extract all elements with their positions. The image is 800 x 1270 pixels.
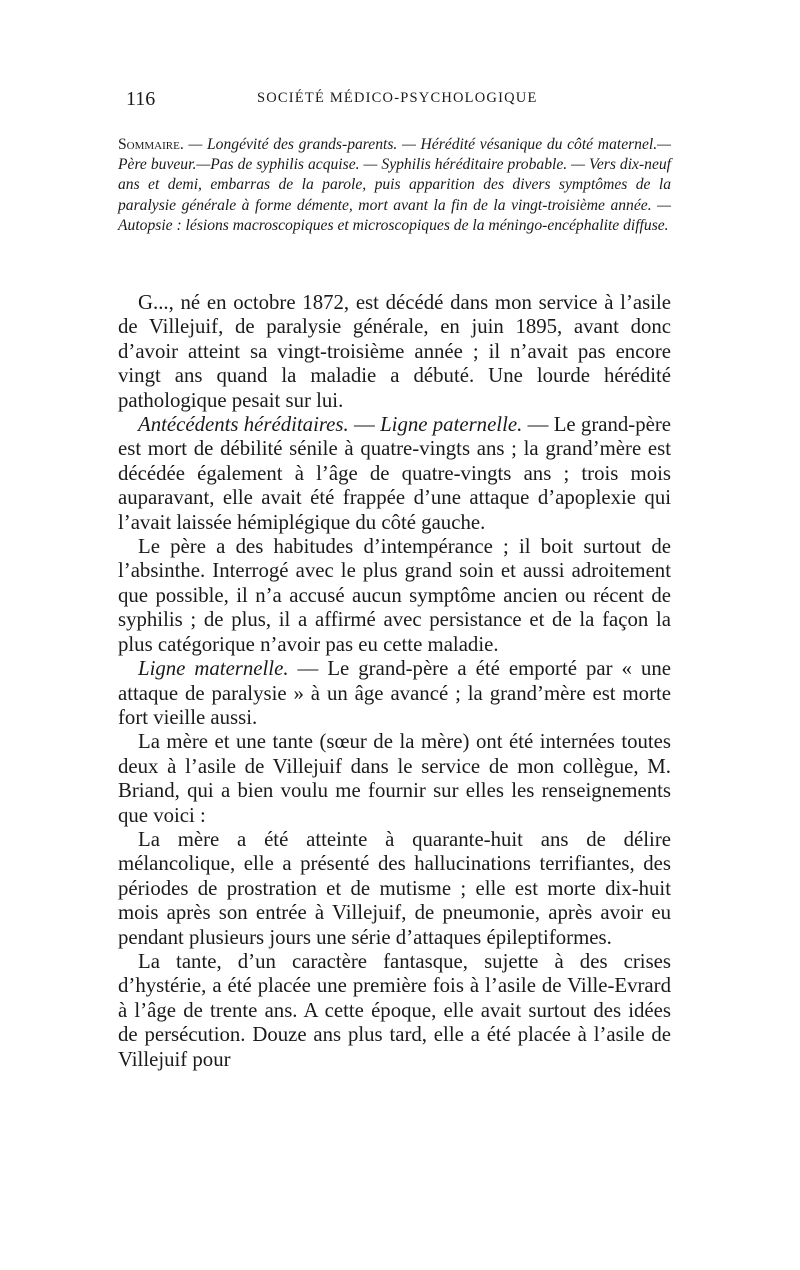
paragraph-2 [118,413,671,535]
page-number: 116 [126,88,156,110]
summary-text: — Longévité des grands-parents. — Hérédité vésanique du côté maternel.— Père buveur.—Pas de syphilis acquise. — Syphilis héréditaire probable. — Vers dix-neuf ans et demi, embarras de la parole, puis apparition des divers symptômes de la paralysie générale à forme démente, mort avant la fin de la vingt-troisième année. — Autopsie : lésions macroscopiques et microscopiques de la méningo-encéphalite diffuse. [118,136,671,234]
paragraph-4 [118,657,671,730]
running-title: SOCIÉTÉ MÉDICO-PSYCHOLOGIQUE [257,90,538,106]
subheading-paternal-line: Ligne paternelle. [380,413,523,437]
heading-separator: — [348,413,381,437]
paragraph-1: G..., né en octobre 1872, est décédé dans mon service à l’asile de Villejuif, de paralysie générale, en juin 1895, avant donc d’avoir atteint sa vingt-troisième année ; il n’avait pas encore vingt ans quand la maladie a débuté. Une lourde hérédité pathologique pesait sur lui. [118,291,671,412]
section-heading-antecedents: Antécédents héréditaires. [138,413,349,437]
subheading-maternal-line: Ligne maternelle. [138,657,289,681]
page-header [126,88,671,118]
paragraph-2-text: — Le grand-père est mort de débilité sénile à quatre-vingts ans ; la grand’mère est décédée également à l’âge de quatre-vingts ans ; trois mois auparavant, elle avait été frappée d’une attaque d’apoplexie qui l’avait laissée hémiplégique du côté gauche. [118,413,671,534]
summary-block [118,135,671,236]
paragraph-3: Le père a des habitudes d’intempérance ; il boit surtout de l’absinthe. Interrogé avec le plus grand soin et aussi adroitement que possible, il n’a accusé aucun symptôme ancien ou récent de syphilis ; de plus, il a affirmé avec persistance et de la façon la plus catégorique n’avoir pas eu cette maladie. [118,535,671,656]
body-text [118,291,671,1072]
summary-lead: Sommaire. [118,136,184,153]
paragraph-6: La mère a été atteinte à quarante-huit ans de délire mélancolique, elle a présenté des hallucinations terrifiantes, des périodes de prostration et de mutisme ; elle est morte dix-huit mois après son entrée à Villejuif, de pneumonie, après avoir eu pendant plusieurs jours une série d’attaques épileptiformes. [118,827,671,949]
paragraph-4-text: — Le grand-père a été emporté par « une attaque de paralysie » à un âge avancé ; la grand’mère est morte fort vieille aussi. [118,657,671,729]
paragraph-5: La mère et une tante (sœur de la mère) ont été internées toutes deux à l’asile de Villejuif dans le service de mon collègue, M. Briand, qui a bien voulu me fournir sur elles les renseignements que voici : [118,730,671,827]
paragraph-7: La tante, d’un caractère fantasque, sujette à des crises d’hystérie, a été placée une première fois à l’asile de Ville-Evrard à l’âge de trente ans. A cette époque, elle avait surtout des idées de persécution. Douze ans plus tard, elle a été placée à l’asile de Villejuif pour [118,949,671,1071]
